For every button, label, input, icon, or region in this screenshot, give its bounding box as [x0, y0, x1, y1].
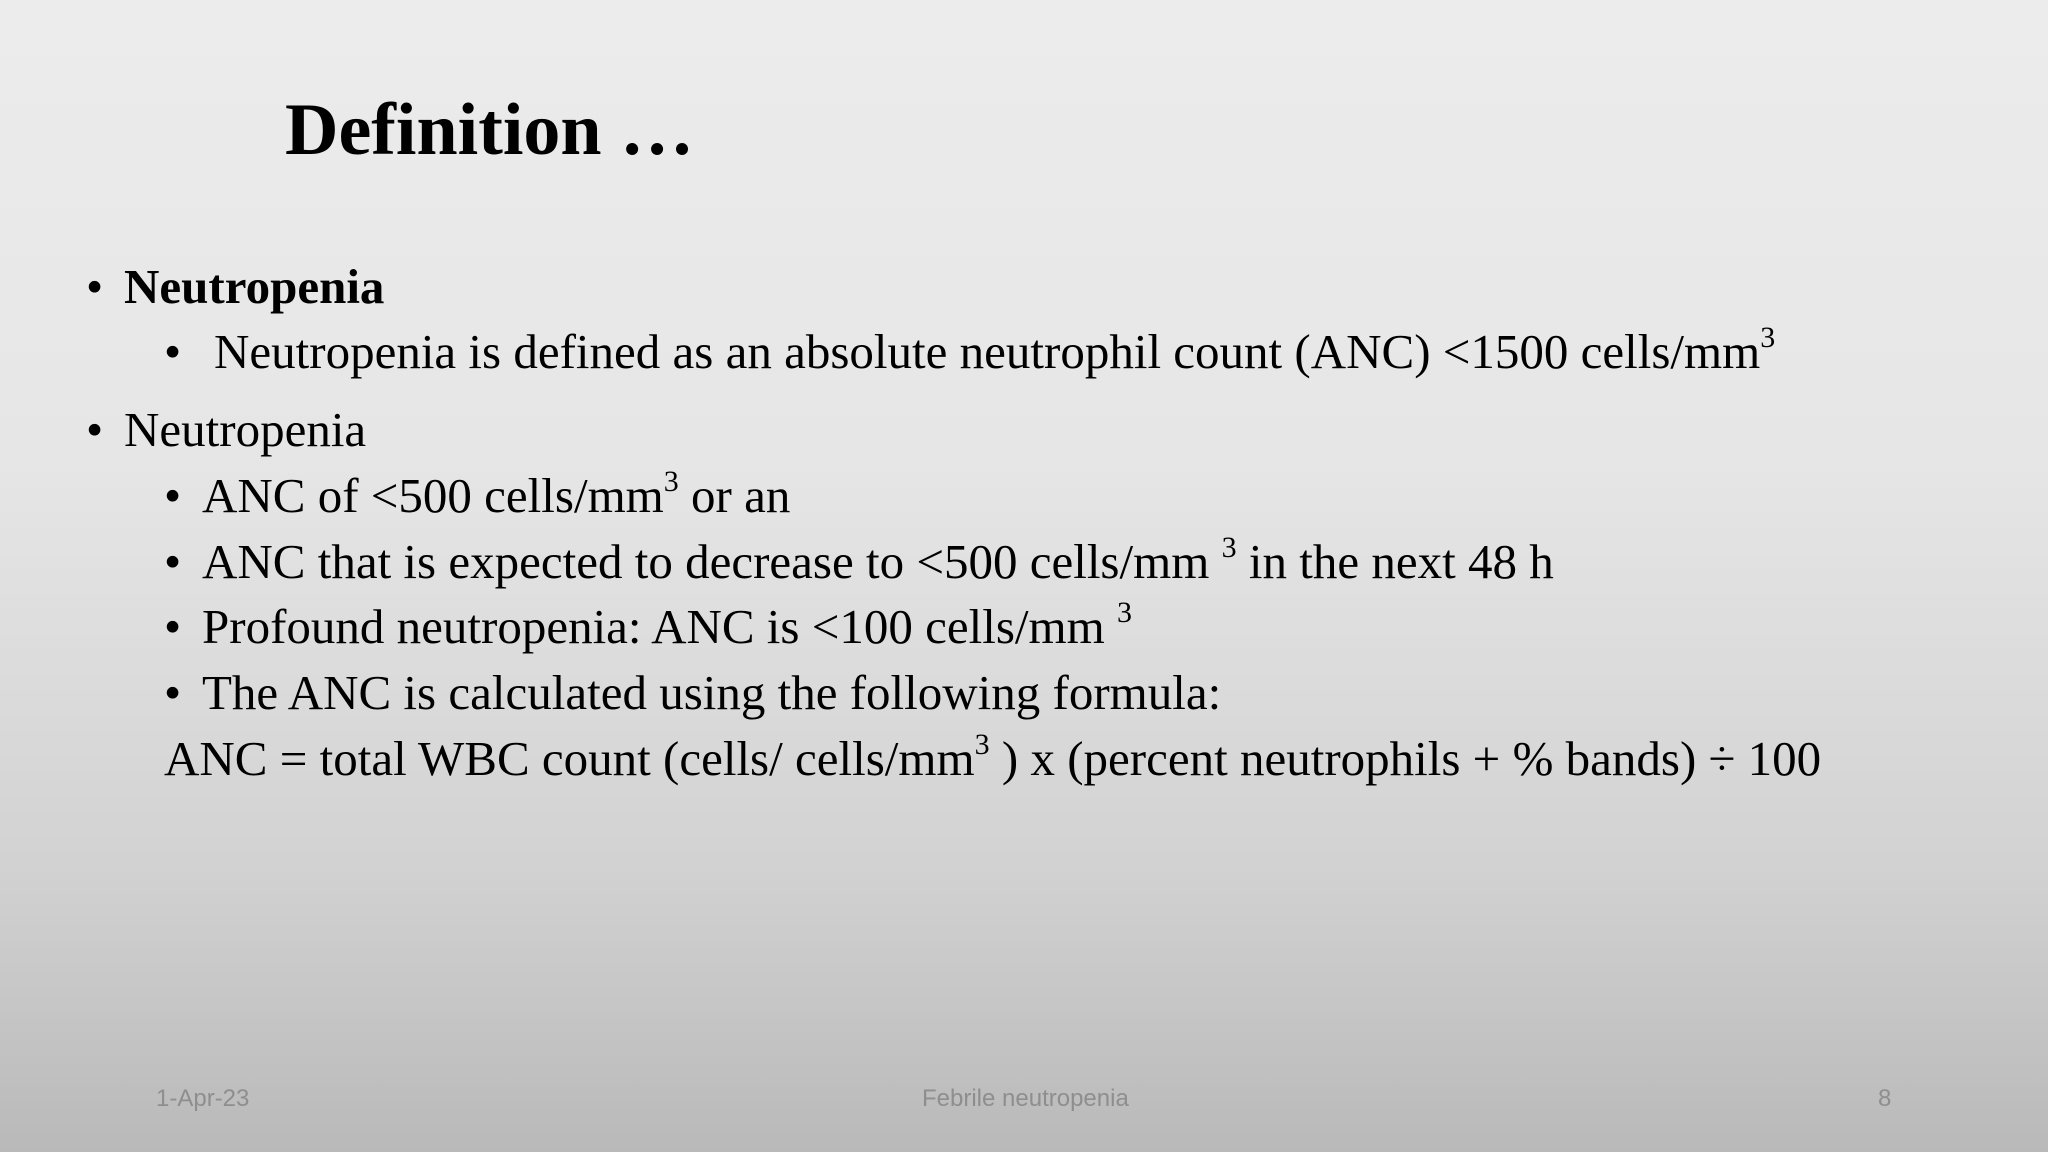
superscript: 3 [1760, 320, 1776, 354]
sub-bullet-text: ANC of <500 cells/mm [202, 468, 664, 523]
sub-bullet-item [164, 596, 1132, 658]
sub-bullet-text-continued: in the next 48 h [1236, 534, 1554, 589]
sub-bullet-text: ANC that is expected to decrease to <500 cells/mm [202, 534, 1222, 589]
footer-date: 1-Apr-23 [156, 1085, 250, 1112]
bullet-glyph: • [86, 402, 104, 457]
bullet-glyph: • [164, 534, 182, 589]
superscript: 3 [1117, 595, 1132, 629]
bullet-glyph: • [164, 665, 182, 720]
bullet-glyph: • [164, 599, 182, 654]
bullet-label: Neutropenia [124, 402, 367, 457]
footer-title: Febrile neutropenia [922, 1085, 1129, 1112]
sub-bullet-text: The ANC is calculated using the following formula: [202, 665, 1222, 720]
formula-text: ANC = total WBC count (cells/ cells/mm [164, 731, 975, 786]
formula-text-continued: ) x (percent neutrophils + % bands) ÷ 100 [989, 731, 1822, 786]
footer-page-number: 8 [1878, 1085, 1892, 1112]
bullet-glyph: • [164, 324, 182, 379]
slide-title: Definition … [285, 89, 695, 171]
sub-bullet-item [164, 321, 1775, 383]
sub-bullet-text: Neutropenia is defined as an absolute neutrophil count (ANC) <1500 cells/mm [214, 324, 1761, 379]
superscript: 3 [663, 464, 679, 498]
bullet-item [86, 256, 384, 318]
sub-bullet-item [164, 465, 790, 527]
sub-bullet-text: Profound neutropenia: ANC is <100 cells/mm [202, 599, 1117, 654]
bullet-glyph: • [86, 259, 104, 314]
bullet-glyph: • [164, 468, 182, 523]
bullet-label: Neutropenia [124, 259, 385, 314]
sub-bullet-text-continued: or an [678, 468, 791, 523]
bullet-item [86, 399, 366, 461]
sub-bullet-item [164, 531, 1554, 593]
anc-formula [164, 728, 1821, 790]
superscript: 3 [1221, 530, 1237, 564]
superscript: 3 [974, 727, 990, 761]
sub-bullet-item [164, 662, 1221, 724]
